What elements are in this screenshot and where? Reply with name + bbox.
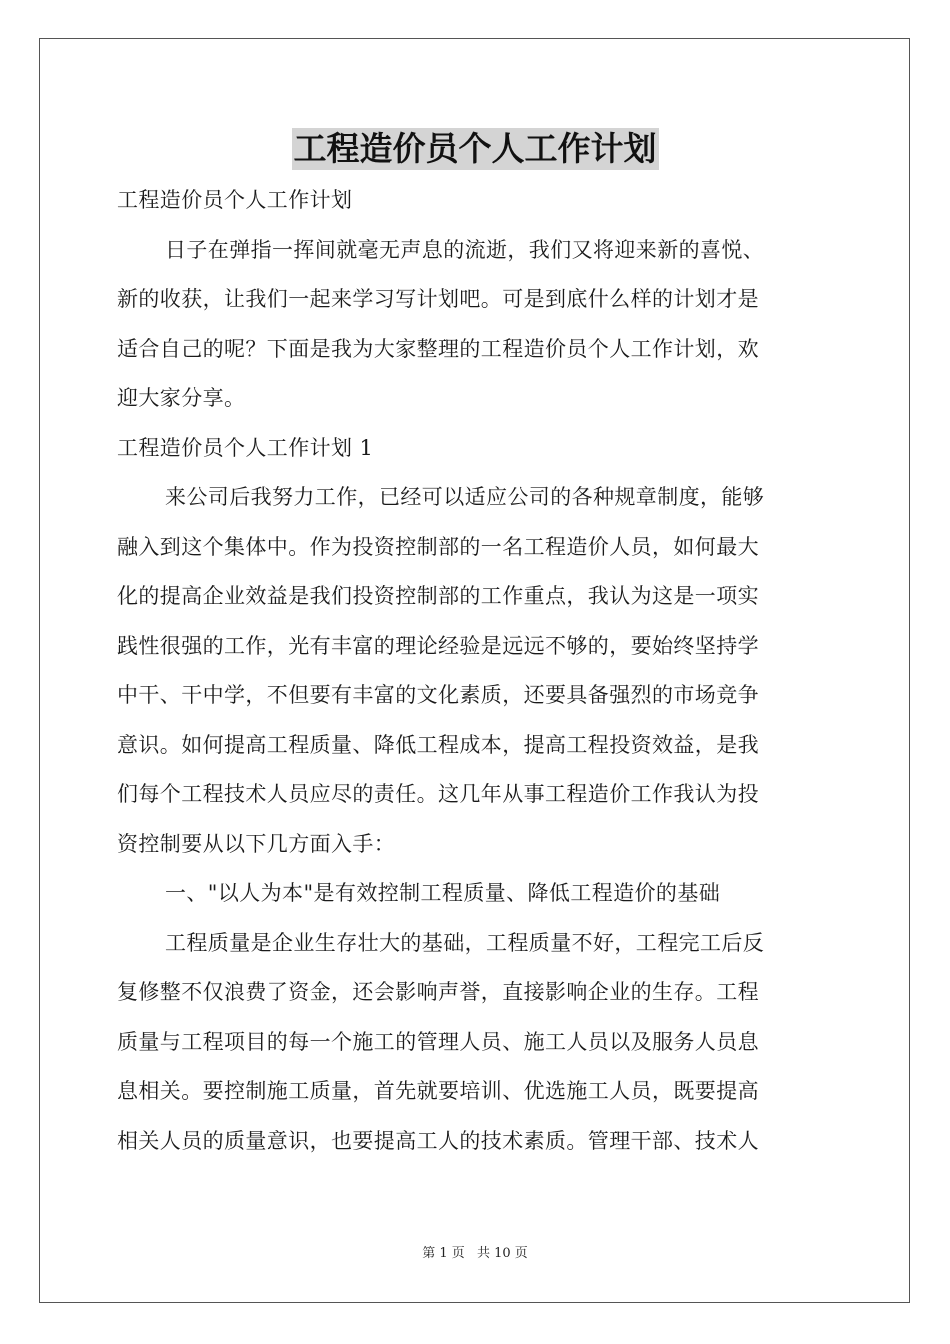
page-total: 共 10 页	[476, 1246, 528, 1261]
body-line: 资控制要从以下几方面入手：	[117, 831, 396, 856]
body-line: 新的收获，让我们一起来学习写计划吧。可是到底什么样的计划才是	[117, 287, 759, 311]
body-line: 践性很强的工作，光有丰富的理论经验是远远不够的，要始终坚持学	[117, 633, 759, 658]
body-line: 相关人员的质量意识，也要提高工人的技术素质。管理干部、技术人	[117, 1128, 759, 1153]
body-line: 中干、干中学，不但要有丰富的文化素质，还要具备强烈的市场竞争	[117, 683, 759, 707]
section-heading: 工程造价员个人工作计划 1	[117, 435, 374, 460]
body-line: 意识。如何提高工程质量、降低工程成本，提高工程投资效益，是我	[117, 732, 759, 757]
title-block	[0, 128, 950, 170]
body-line: 息相关。要控制施工质量，首先就要培训、优选施工人员，既要提高	[117, 1079, 759, 1103]
subsection-heading: 一、"以人为本"是有效控制工程质量、降低工程造价的基础	[165, 881, 721, 905]
body-line: 质量与工程项目的每一个施工的管理人员、施工人员以及服务人员息	[117, 1029, 759, 1054]
body-line: 复修整不仅浪费了资金，还会影响声誉，直接影响企业的生存。工程	[117, 980, 759, 1004]
body-line: 迎大家分享。	[117, 386, 246, 410]
body-line: 来公司后我努力工作，已经可以适应公司的各种规章制度，能够	[165, 485, 765, 509]
body-line: 们每个工程技术人员应尽的责任。这几年从事工程造价工作我认为投	[117, 782, 759, 806]
body-line: 适合自己的呢？下面是我为大家整理的工程造价员个人工作计划，欢	[117, 336, 759, 361]
body-line: 工程质量是企业生存壮大的基础，工程质量不好，工程完工后反	[165, 930, 765, 955]
page-footer	[0, 1244, 950, 1264]
page-number: 第 1 页	[422, 1246, 465, 1261]
body-line: 化的提高企业效益是我们投资控制部的工作重点，我认为这是一项实	[117, 584, 759, 608]
document-body	[117, 176, 833, 1166]
body-line: 融入到这个集体中。作为投资控制部的一名工程造价人员，如何最大	[117, 534, 759, 559]
document-title: 工程造价员个人工作计划	[293, 129, 657, 168]
body-line: 工程造价员个人工作计划	[117, 188, 353, 212]
body-line: 日子在弹指一挥间就毫无声息的流逝，我们又将迎来新的喜悦、	[165, 237, 765, 262]
